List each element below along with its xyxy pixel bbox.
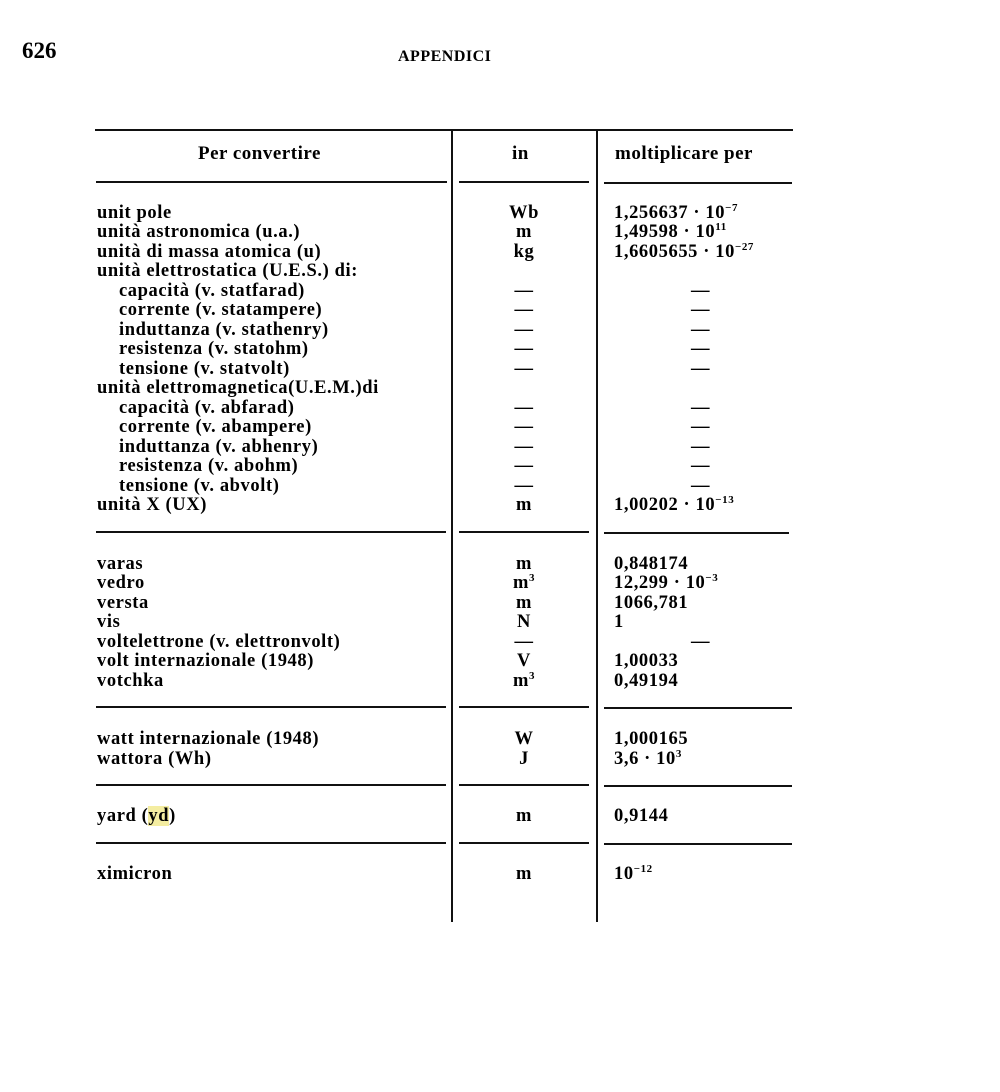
unit-to-text: J — [519, 749, 529, 769]
factor — [614, 242, 754, 262]
factor-mantissa: — — [691, 281, 711, 301]
unit-to-text: — — [514, 300, 534, 320]
factor — [614, 729, 688, 749]
unit-to-text: N — [517, 612, 531, 632]
unit-from: varas — [97, 554, 144, 574]
factor-exponent: −12 — [633, 863, 653, 875]
unit-to — [459, 242, 589, 262]
factor-exponent: −27 — [734, 241, 755, 253]
unit-to-text: m — [515, 554, 532, 574]
factor — [691, 281, 710, 301]
factor-mantissa: 0,49194 — [614, 671, 679, 691]
factor-mantissa: 1066,781 — [614, 593, 689, 613]
factor-mantissa: 1,00202 · 10 — [614, 495, 716, 515]
unit-to-text: — — [514, 398, 534, 418]
factor-exponent: −3 — [705, 572, 719, 584]
unit-to-text: m — [515, 864, 532, 884]
unit-from: tensione (v. statvolt) — [119, 359, 290, 379]
factor — [614, 203, 738, 223]
unit-to-text: V — [517, 651, 531, 671]
table-top-rule — [95, 129, 793, 131]
unit-to — [459, 864, 589, 884]
unit-to — [459, 495, 589, 515]
unit-to — [459, 612, 589, 632]
unit-from: capacità (v. statfarad) — [119, 281, 305, 301]
group-rule-4-col2 — [459, 842, 589, 844]
unit-from: unità elettrostatica (U.E.S.) di: — [97, 261, 358, 281]
unit-from-text: yard ( — [97, 806, 149, 826]
unit-to — [459, 573, 589, 593]
factor — [614, 864, 653, 884]
group-rule-1-col2 — [459, 531, 589, 533]
running-head: APPENDICI — [398, 48, 492, 65]
factor — [691, 359, 710, 379]
unit-from — [97, 806, 176, 826]
unit-to — [459, 671, 589, 691]
factor-mantissa: — — [691, 359, 711, 379]
unit-to-text: m — [515, 593, 532, 613]
group-rule-2-col3 — [604, 707, 792, 709]
unit-to-text: — — [514, 632, 534, 652]
group-rule-1-col3 — [604, 532, 789, 534]
unit-to-text: — — [514, 339, 534, 359]
factor-mantissa: — — [691, 476, 711, 496]
unit-to — [459, 476, 589, 496]
unit-to-text: — — [514, 437, 534, 457]
factor-mantissa: — — [691, 320, 711, 340]
unit-from: votchka — [97, 671, 164, 691]
header-rule-col1 — [96, 181, 447, 183]
group-rule-3-col2 — [459, 784, 589, 786]
header-rule-col2 — [459, 181, 589, 183]
factor — [614, 671, 678, 691]
unit-to — [459, 632, 589, 652]
factor — [614, 651, 678, 671]
unit-from: induttanza (v. abhenry) — [119, 437, 319, 457]
unit-from: tensione (v. abvolt) — [119, 476, 280, 496]
unit-from: resistenza (v. statohm) — [119, 339, 309, 359]
factor — [691, 398, 710, 418]
factor-mantissa: — — [691, 398, 711, 418]
factor-exponent: 11 — [715, 221, 727, 233]
unit-from: vedro — [97, 573, 145, 593]
unit-from: unità elettromagnetica(U.E.M.)di — [97, 378, 379, 398]
factor — [691, 339, 710, 359]
unit-from: unit pole — [97, 203, 172, 223]
unit-to-text: m — [512, 671, 529, 691]
unit-to-text: — — [514, 320, 534, 340]
unit-from: ximicron — [97, 864, 173, 884]
factor — [614, 222, 727, 242]
unit-from: vis — [97, 612, 121, 632]
factor-mantissa: — — [691, 417, 711, 437]
factor-mantissa: 10 — [614, 864, 634, 884]
factor — [691, 437, 710, 457]
unit-from: voltelettrone (v. elettronvolt) — [97, 632, 341, 652]
col-divider-1 — [451, 129, 453, 922]
factor-mantissa: 0,9144 — [614, 806, 669, 826]
factor — [614, 749, 682, 769]
unit-to — [459, 359, 589, 379]
unit-to-text: m — [515, 806, 532, 826]
unit-from: versta — [97, 593, 149, 613]
factor — [691, 417, 710, 437]
unit-from: volt internazionale (1948) — [97, 651, 315, 671]
unit-to — [459, 437, 589, 457]
unit-to — [459, 417, 589, 437]
unit-from-text: ) — [169, 806, 176, 826]
highlighted-text: yd — [148, 806, 170, 826]
unit-to — [459, 749, 589, 769]
factor — [614, 612, 624, 632]
group-rule-2-col2 — [459, 706, 589, 708]
unit-from: resistenza (v. abohm) — [119, 456, 299, 476]
factor — [691, 300, 710, 320]
unit-to — [459, 222, 589, 242]
unit-from: unità di massa atomica (u) — [97, 242, 322, 262]
group-rule-1-col1 — [96, 531, 446, 533]
unit-to-exponent: 3 — [528, 572, 536, 584]
unit-to-text: W — [514, 729, 534, 749]
unit-to — [459, 806, 589, 826]
factor-mantissa: 12,299 · 10 — [614, 573, 706, 593]
factor — [691, 456, 710, 476]
factor-mantissa: — — [691, 300, 711, 320]
factor — [614, 554, 688, 574]
factor-mantissa: 1,256637 · 10 — [614, 203, 726, 223]
unit-to-text: — — [514, 359, 534, 379]
unit-from: wattora (Wh) — [97, 749, 212, 769]
unit-to-text: m — [515, 495, 532, 515]
unit-from: capacità (v. abfarad) — [119, 398, 295, 418]
unit-to-text: — — [514, 476, 534, 496]
factor-mantissa: 1,6605655 · 10 — [614, 242, 735, 262]
factor-mantissa: 1,00033 — [614, 651, 679, 671]
unit-to — [459, 456, 589, 476]
factor-mantissa: 3,6 · 10 — [614, 749, 676, 769]
header-factor: moltiplicare per — [615, 143, 753, 164]
header-to: in — [512, 143, 529, 164]
group-rule-4-col1 — [96, 842, 446, 844]
factor-mantissa: 0,848174 — [614, 554, 689, 574]
factor — [614, 573, 718, 593]
unit-to — [459, 281, 589, 301]
unit-to-text: kg — [513, 242, 535, 262]
unit-to — [459, 320, 589, 340]
unit-to — [459, 398, 589, 418]
factor — [614, 593, 688, 613]
unit-from: watt internazionale (1948) — [97, 729, 320, 749]
unit-to-text: m — [512, 573, 529, 593]
group-rule-3-col3 — [604, 785, 792, 787]
group-rule-2-col1 — [96, 706, 446, 708]
factor-exponent: −13 — [715, 494, 735, 506]
unit-to — [459, 651, 589, 671]
unit-to-text: — — [514, 281, 534, 301]
unit-to — [459, 300, 589, 320]
unit-from: corrente (v. abampere) — [119, 417, 312, 437]
factor — [614, 806, 668, 826]
unit-to-exponent: 3 — [528, 670, 536, 682]
unit-from: induttanza (v. stathenry) — [119, 320, 329, 340]
factor-exponent: −7 — [725, 202, 739, 214]
factor-mantissa: 1,49598 · 10 — [614, 222, 716, 242]
unit-to-text: — — [514, 456, 534, 476]
unit-to — [459, 554, 589, 574]
unit-to-text: Wb — [509, 203, 539, 223]
factor-exponent: 3 — [675, 748, 682, 760]
unit-to — [459, 593, 589, 613]
factor — [691, 476, 710, 496]
unit-from: unità X (UX) — [97, 495, 207, 515]
unit-to-text: — — [514, 417, 534, 437]
unit-to-text: m — [515, 222, 532, 242]
unit-to — [459, 729, 589, 749]
unit-from: corrente (v. statampere) — [119, 300, 323, 320]
factor-mantissa: — — [691, 456, 711, 476]
factor — [691, 320, 710, 340]
unit-from: unità astronomica (u.a.) — [97, 222, 301, 242]
unit-to — [459, 203, 589, 223]
col-divider-2 — [596, 129, 598, 922]
factor-mantissa: — — [691, 437, 711, 457]
group-rule-4-col3 — [604, 843, 792, 845]
page-number: 626 — [22, 38, 57, 63]
factor — [614, 495, 734, 515]
header-rule-col3 — [604, 182, 792, 184]
header-from: Per convertire — [198, 143, 321, 164]
factor-mantissa: — — [691, 632, 711, 652]
unit-to — [459, 339, 589, 359]
factor — [691, 632, 710, 652]
group-rule-3-col1 — [96, 784, 446, 786]
factor-mantissa: 1 — [614, 612, 624, 632]
factor-mantissa: — — [691, 339, 711, 359]
factor-mantissa: 1,000165 — [614, 729, 689, 749]
